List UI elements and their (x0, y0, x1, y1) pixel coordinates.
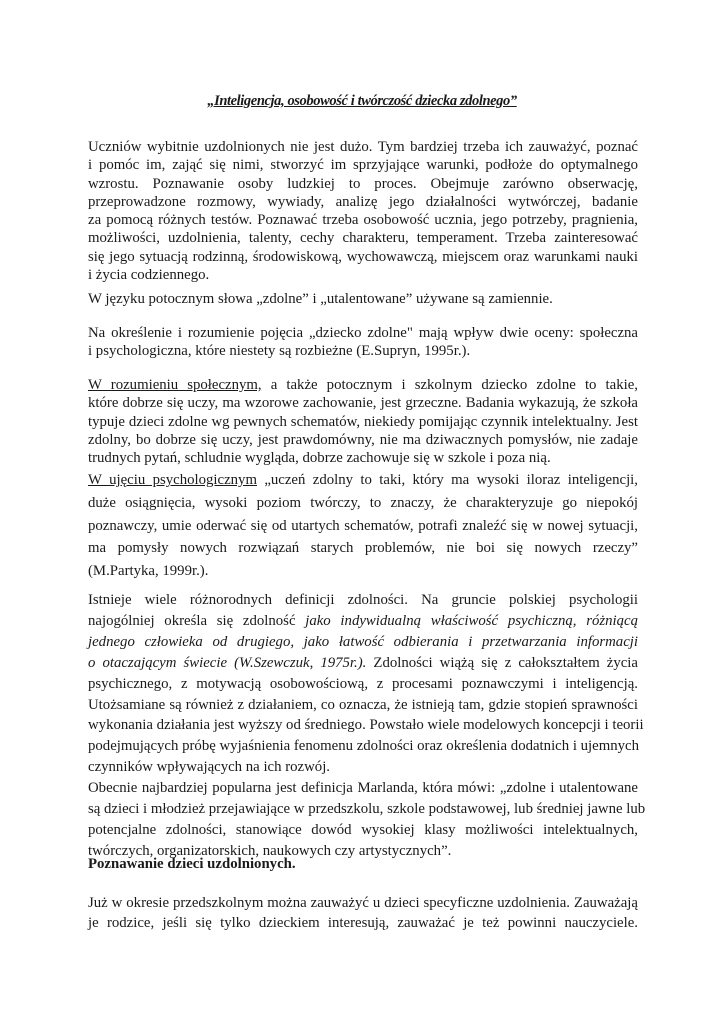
text-line: czynników wpływających na ich rozwój. (88, 759, 331, 776)
text-line: psychicznego, z motywacją osobowościową, z procesami poznawczymi i inteligencją. (88, 675, 638, 692)
text-line: przeprowadzone rozmowy, wywiady, analizę jego działalności wytwórczej, badanie (88, 193, 638, 210)
text-line: za pomocą różnych testów. Poznawać trzeba osobowość ucznia, jego potrzeby, pragnienia, (88, 212, 638, 229)
text-line: typuje dzieci zdolne wg pewnych schematów, niekiedy pomijając czynnik intelektualny. Jest (88, 413, 638, 430)
text-line (88, 611, 638, 632)
text-line: Istnieje wiele różnorodnych definicji zdolności. Na gruncie polskiej psychologii (88, 592, 638, 608)
text-line: W języku potocznym słowa „zdolne” i „utalentowane” używane są zamiennie. (88, 291, 553, 307)
text-line: i życia codziennego. (88, 267, 210, 284)
social-view-term: W rozumieniu społecznym, (88, 377, 262, 393)
text-line: jednego człowieka od drugiego, jako łatwość odbierania i przetwarzania informacji (88, 633, 638, 650)
text-line: poznawczy, umie oderwać się od utartych schematów, potrafi znaleźć się w nowej sytuacji, (88, 517, 638, 534)
text-line (88, 469, 638, 492)
text-line: twórczych, organizatorskich, naukowych czy artystycznych”. (88, 842, 452, 859)
text-line: Uczniów wybitnie uzdolnionych nie jest dużo. Tym bardziej trzeba ich zauważyć, poznać (88, 139, 638, 155)
text-line: i psychologiczna, które niestety są rozbieżne (E.Supryn, 1995r.). (88, 343, 471, 360)
paragraph-definitions-of-ability (88, 590, 646, 862)
text-line (88, 653, 638, 674)
document-title: „Inteligencja, osobowość i twórczość dziecka zdolnego” (207, 93, 517, 109)
paragraph-psychological-view (88, 469, 638, 583)
text-line: podejmujących próbę wyjaśnienia fenomenu zdolności oraz określenia dodatnich i ujemnych (88, 738, 640, 755)
text-line: potencjalne zdolności, stanowiące dowód wysokiej klasy możliwości intelektualnych, (88, 821, 638, 838)
paragraph-preschool (88, 893, 638, 933)
paragraph-social-view (88, 376, 638, 467)
text-segment: a także potocznym i szkolnym dziecko zdolne to takie, (261, 377, 638, 393)
text-line: trudnych pytań, schludnie wygląda, dobrze zachowuje się w szkole i poza nią. (88, 450, 551, 467)
text-line: i pomóc im, zająć się nimi, stworzyć im sprzyjające warunki, podłoże do optymalnego (88, 157, 638, 174)
text-line: Utożsamiane są również z działaniem, co oznacza, że istnieją tam, gdzie stopień sprawności (88, 696, 638, 713)
quote-segment: jako indywidualną właściwość psychiczną, różniącą (305, 612, 638, 629)
text-segment: najogólniej określa się zdolność (88, 612, 306, 629)
text-line: się jego sytuacją rodzinną, środowiskową, wychowawczą, miejscem oraz warunkami nauki (88, 248, 638, 265)
paragraph-definitions (88, 324, 638, 361)
text-line: które dobrze się uczy, ma wzorowe zachowanie, jest grzeczne. Badania wykazują, że szkoła (88, 395, 638, 412)
text-line: Już w okresie przedszkolnym można zauważyć u dzieci specyficzne uzdolnienia. Zauważają (88, 895, 638, 911)
section-heading: Poznawanie dzieci uzdolnionych. (88, 856, 296, 872)
text-line: ma pomysły nowych rozwiązań starych problemów, nie boi się nowych rzeczy” (88, 540, 638, 557)
paragraph-intro (88, 138, 638, 284)
text-line: Obecnie najbardziej popularna jest definicja Marlanda, która mówi: „zdolne i utalentowane (88, 780, 638, 797)
text-line: Na określenie i rozumienie pojęcia „dziecko zdolne" mają wpływ dwie oceny: społeczna (88, 325, 638, 341)
citation-segment: o otaczającym świecie (W.Szewczuk, 1975r.). (88, 654, 367, 671)
text-line: są dzieci i młodzież przejawiające w przedszkolu, szkole podstawowej, lub średniej jawne lub (88, 801, 646, 818)
text-line: możliwości, uzdolnienia, talenty, cechy charakteru, temperament. Trzeba zainteresować (88, 230, 638, 247)
text-line: wykonania działania jest wyższy od średniego. Powstało wiele modelowych koncepcji i teorii (88, 717, 644, 734)
text-line: je rodzice, jeśli się tylko dzieckiem interesują, zauważać je też powinni nauczyciele. (88, 915, 638, 931)
text-line: duże osiągnięcia, wysoki poziom twórczy, to znaczy, że charakteryzuje go niepokój (88, 494, 638, 511)
psychological-view-term: W ujęciu psychologicznym (88, 472, 257, 488)
text-line (88, 376, 638, 394)
text-line: wzrostu. Poznawanie osoby ludzkiej to proces. Obejmuje zarówno obserwację, (88, 175, 638, 192)
paragraph-colloquial (88, 290, 638, 308)
text-segment: „uczeń zdolny to taki, który ma wysoki iloraz inteligencji, (256, 472, 638, 488)
text-line: zdolny, bo dobrze się uczy, jest prawdomówny, nie ma dziwacznych pomysłów, nie zadaje (88, 431, 638, 448)
text-line: (M.Partyka, 1999r.). (88, 563, 209, 580)
text-segment: Zdolności wiążą się z całokształtem życia (366, 654, 638, 671)
